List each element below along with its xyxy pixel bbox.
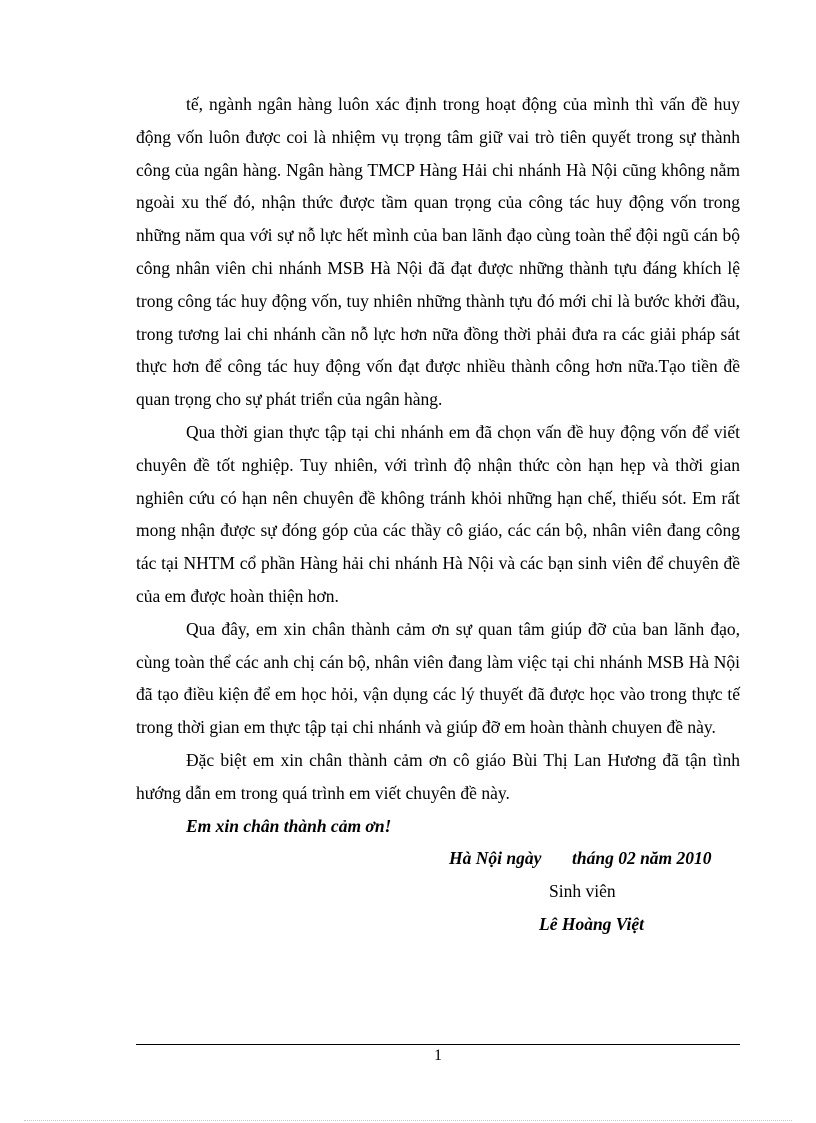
page-bottom-edge xyxy=(24,1120,792,1121)
signature-date: Hà Nội ngày tháng 02 năm 2010 xyxy=(449,848,712,869)
paragraph-internship: Qua thời gian thực tập tại chi nhánh em đã chọn vấn đề huy động vốn để viết chuyên đề tốt nghiệp. Tuy nhiên, với trình độ nhận thức còn hạn hẹp và thời gian nghiên cứu có hạn nên chuyên đề không tránh khỏi những hạn chế, thiếu sót. Em rất mong nhận được sự đóng góp của các thầy cô giáo, các cán bộ, nhân viên đang công tác tại NHTM cổ phần Hàng hải chi nhánh Hà Nội và các bạn sinh viên để chuyên đề của em được hoàn thiện hơn. xyxy=(136,421,740,606)
signature-role: Sinh viên xyxy=(549,881,616,902)
paragraph-advisor-thanks: Đặc biệt em xin chân thành cảm ơn cô giáo Bùi Thị Lan Hương đã tận tình hướng dẫn em trong quá trình em viết chuyên đề này. xyxy=(136,749,740,803)
page-number: 1 xyxy=(434,1047,442,1064)
closing-thanks: Em xin chân thành cảm ơn! xyxy=(186,815,392,836)
paragraph-gratitude: Qua đây, em xin chân thành cảm ơn sự quan tâm giúp đỡ của ban lãnh đạo, cùng toàn thể các anh chị cán bộ, nhân viên đang làm việc tại chi nhánh MSB Hà Nội đã tạo điều kiện để em học hỏi, vận dụng các lý thuyết đã được học vào trong thực tế trong thời gian em thực tập tại chi nhánh và giúp đỡ em hoàn thành chuyen đề này. xyxy=(136,618,740,738)
paragraph-intro: tế, ngành ngân hàng luôn xác định trong hoạt động của mình thì vấn đề huy động vốn luôn được coi là nhiệm vụ trọng tâm giữ vai trò tiên quyết trong sự thành công của ngân hàng. Ngân hàng TMCP Hàng Hải chi nhánh Hà Nội cũng không nằm ngoài xu thế đó, nhận thức được tầm quan trọng của công tác huy động vốn trong những năm qua với sự nỗ lực hết mình của ban lãnh đạo cùng toàn thể đội ngũ cán bộ công nhân viên chi nhánh MSB Hà Nội đã đạt được những thành tựu đáng khích lệ trong công tác huy động vốn, tuy nhiên những thành tựu đó mới chỉ là bước khởi đầu, trong tương lai chi nhánh cần nỗ lực hơn nữa đồng thời phải đưa ra các giải pháp sát thực hơn để công tác huy động vốn đạt được nhiều thành công hơn nữa.Tạo tiền đề quan trọng cho sự phát triển của ngân hàng. xyxy=(136,94,740,410)
signature-name: Lê Hoàng Việt xyxy=(539,913,644,934)
footer-divider xyxy=(136,1044,740,1045)
document-body xyxy=(136,88,740,941)
